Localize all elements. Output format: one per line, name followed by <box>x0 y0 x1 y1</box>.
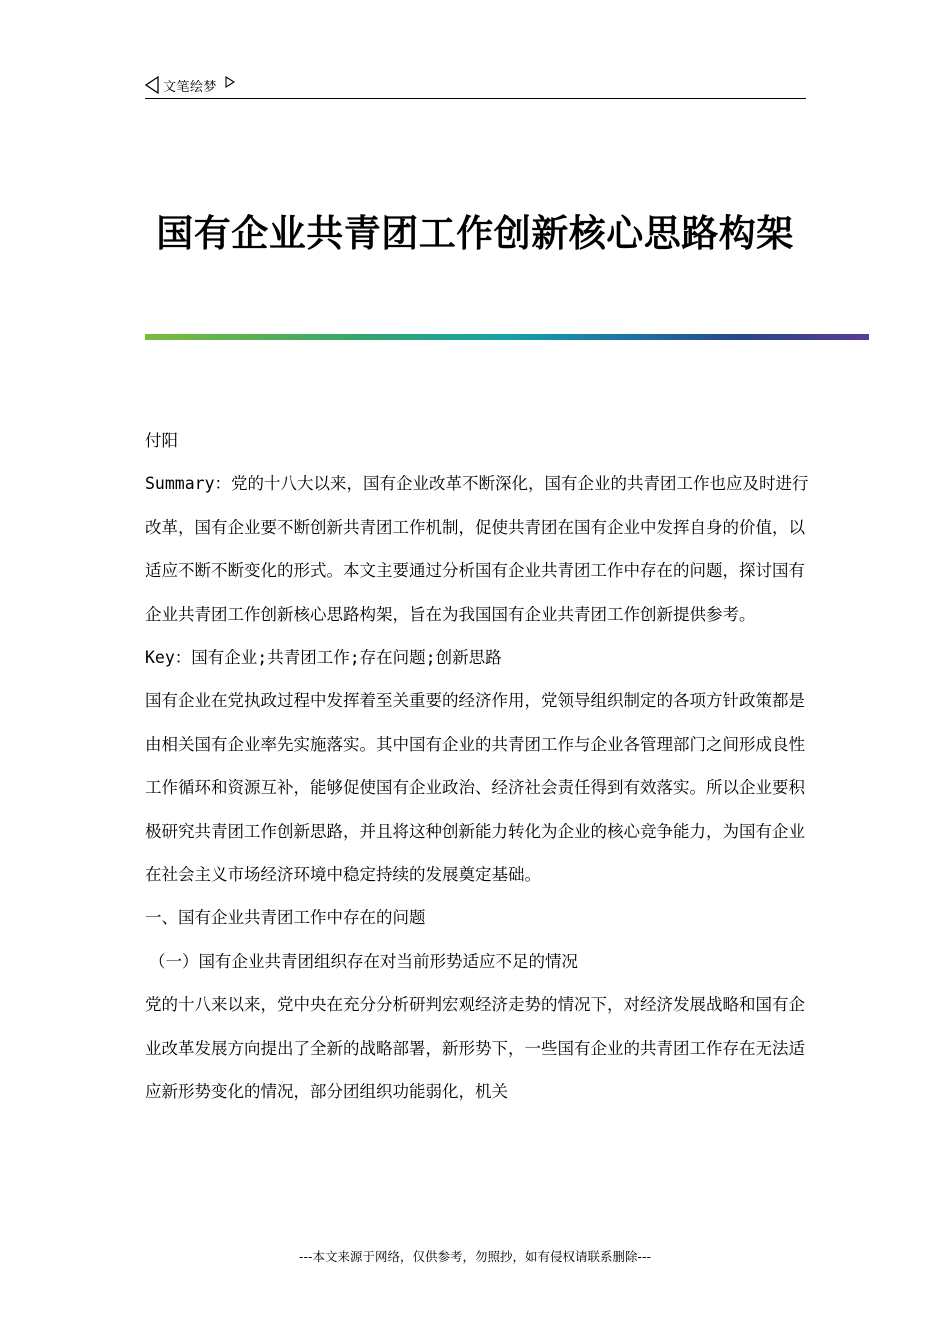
section-heading: 一、国有企业共青团工作中存在的问题 <box>145 908 426 928</box>
summary-paragraph: Summary：党的十八大以来，国有企业改革不断深化，国有企业的共青团工作也应及时进行改革，国有企业要不断创新共青团工作机制，促使共青团在国有企业中发挥自身的价值，以适应不断不断变化的形式。本文主要通过分析国有企业共青团工作中存在的问题，探讨国有企业共青团工作创新核心思路构架，旨在为我国国有企业共青团工作创新提供参考。 <box>145 474 809 624</box>
intro-paragraph: 国有企业在党执政过程中发挥着至关重要的经济作用，党领导组织制定的各项方针政策都是由相关国有企业率先实施落实。其中国有企业的共青团工作与企业各管理部门之间形成良性工作循环和资源互补，能够促使国有企业政治、经济社会责任得到有效落实。所以企业要积极研究共青团工作创新思路，并且将这种创新能力转化为企业的核心竞争能力，为国有企业在社会主义市场经济环境中稳定持续的发展奠定基础。 <box>145 691 805 885</box>
keywords-paragraph: Key：国有企业;共青团工作;存在问题;创新思路 <box>145 648 502 668</box>
page-header <box>145 74 806 99</box>
subsection-heading: （一）国有企业共青团组织存在对当前形势适应不足的情况 <box>149 951 578 971</box>
brand <box>145 74 235 96</box>
triangle-left-icon <box>145 76 159 94</box>
title-divider-bar <box>145 334 869 340</box>
brand-text: 文笔绘梦 <box>163 79 218 95</box>
page-footer: ---本文来源于网络，仅供参考，勿照抄，如有侵权请联系删除--- <box>298 1249 652 1264</box>
document-body <box>145 419 810 1114</box>
triangle-right-icon <box>225 76 235 88</box>
body-paragraph: 党的十八来以来，党中央在充分分析研判宏观经济走势的情况下，对经济发展战略和国有企业改革发展方向提出了全新的战略部署，新形势下，一些国有企业的共青团工作存在无法适应新形势变化的情况，部分团组织功能弱化，机关 <box>145 995 805 1102</box>
document-title: 国有企业共青团工作创新核心思路构架 <box>156 212 794 255</box>
author-name: 付阳 <box>145 431 178 450</box>
